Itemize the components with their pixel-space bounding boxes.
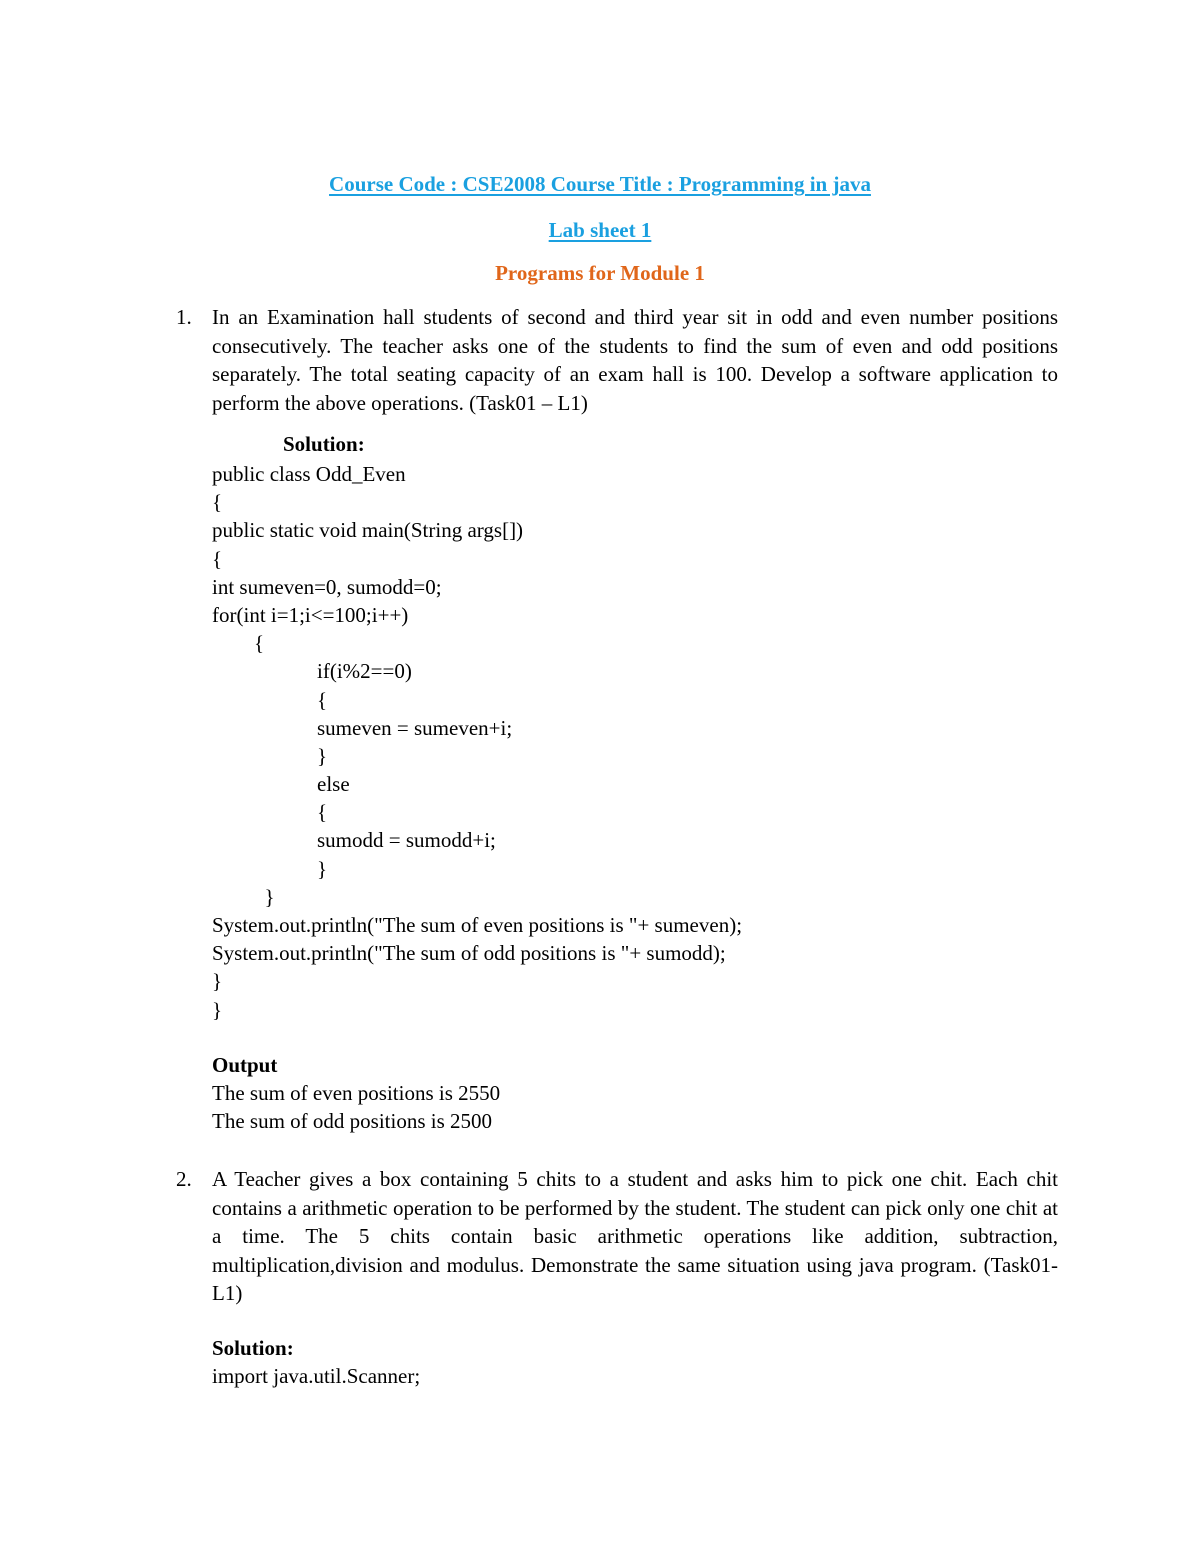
- task1-output-line-2: The sum of odd positions is 2500: [212, 1109, 493, 1133]
- module-title-heading: Programs for Module 1: [495, 261, 705, 285]
- code-line: {: [212, 490, 223, 515]
- code-line: public static void main(String args[]): [212, 518, 524, 543]
- code-line: {: [212, 800, 328, 825]
- code-line: int sumeven=0, sumodd=0;: [212, 574, 442, 599]
- task1-output-line-1: The sum of even positions is 2550: [212, 1081, 501, 1105]
- code-line: }: [212, 997, 223, 1022]
- code-line: else: [212, 772, 350, 797]
- code-line: }: [212, 884, 275, 909]
- code-line: public class Odd_Even: [212, 462, 406, 486]
- task1-solution-label: Solution:: [283, 432, 365, 456]
- task1-number: 1.: [176, 305, 192, 329]
- task2-question: A Teacher gives a box containing 5 chits to a student and asks him to pick one chit. Each chit contains a arithmetic operation to be performed by the student. The student can pick only one chit at a time. The 5 chits contain basic arithmetic operations like addition, subtraction, multiplication,division and modulus. Demonstrate the same situation using java program. (Task01-L1): [212, 1167, 1058, 1306]
- task1-code-block: [212, 460, 742, 1024]
- code-line: System.out.println("The sum of odd positions is "+ sumodd);: [212, 941, 726, 966]
- task1-output-label: Output: [212, 1053, 278, 1077]
- code-line: }: [212, 743, 328, 768]
- code-line: }: [212, 969, 223, 994]
- code-line: {: [212, 546, 223, 571]
- code-line: sumeven = sumeven+i;: [212, 715, 513, 740]
- lab-sheet-heading[interactable]: Lab sheet 1: [548, 218, 652, 242]
- code-line: {: [212, 631, 265, 656]
- task2-code-line-1: import java.util.Scanner;: [212, 1364, 421, 1388]
- code-line: for(int i=1;i<=100;i++): [212, 602, 409, 627]
- code-line: if(i%2==0): [212, 659, 412, 684]
- task1-question: In an Examination hall students of second and third year sit in odd and even number positions consecutively. The teacher asks one of the students to find the sum of even and odd positions separately. The total seating capacity of an exam hall is 100. Develop a software application to perform the above operations. (Task01 – L1): [212, 305, 1058, 415]
- code-line: {: [212, 687, 328, 712]
- task2-solution-label: Solution:: [212, 1336, 294, 1360]
- course-title-heading[interactable]: Course Code : CSE2008 Course Title : Programming in java: [329, 172, 871, 196]
- code-line: }: [212, 856, 328, 881]
- task2-number: 2.: [176, 1167, 192, 1191]
- code-line: sumodd = sumodd+i;: [212, 828, 496, 853]
- code-line: System.out.println("The sum of even positions is "+ sumeven);: [212, 913, 743, 937]
